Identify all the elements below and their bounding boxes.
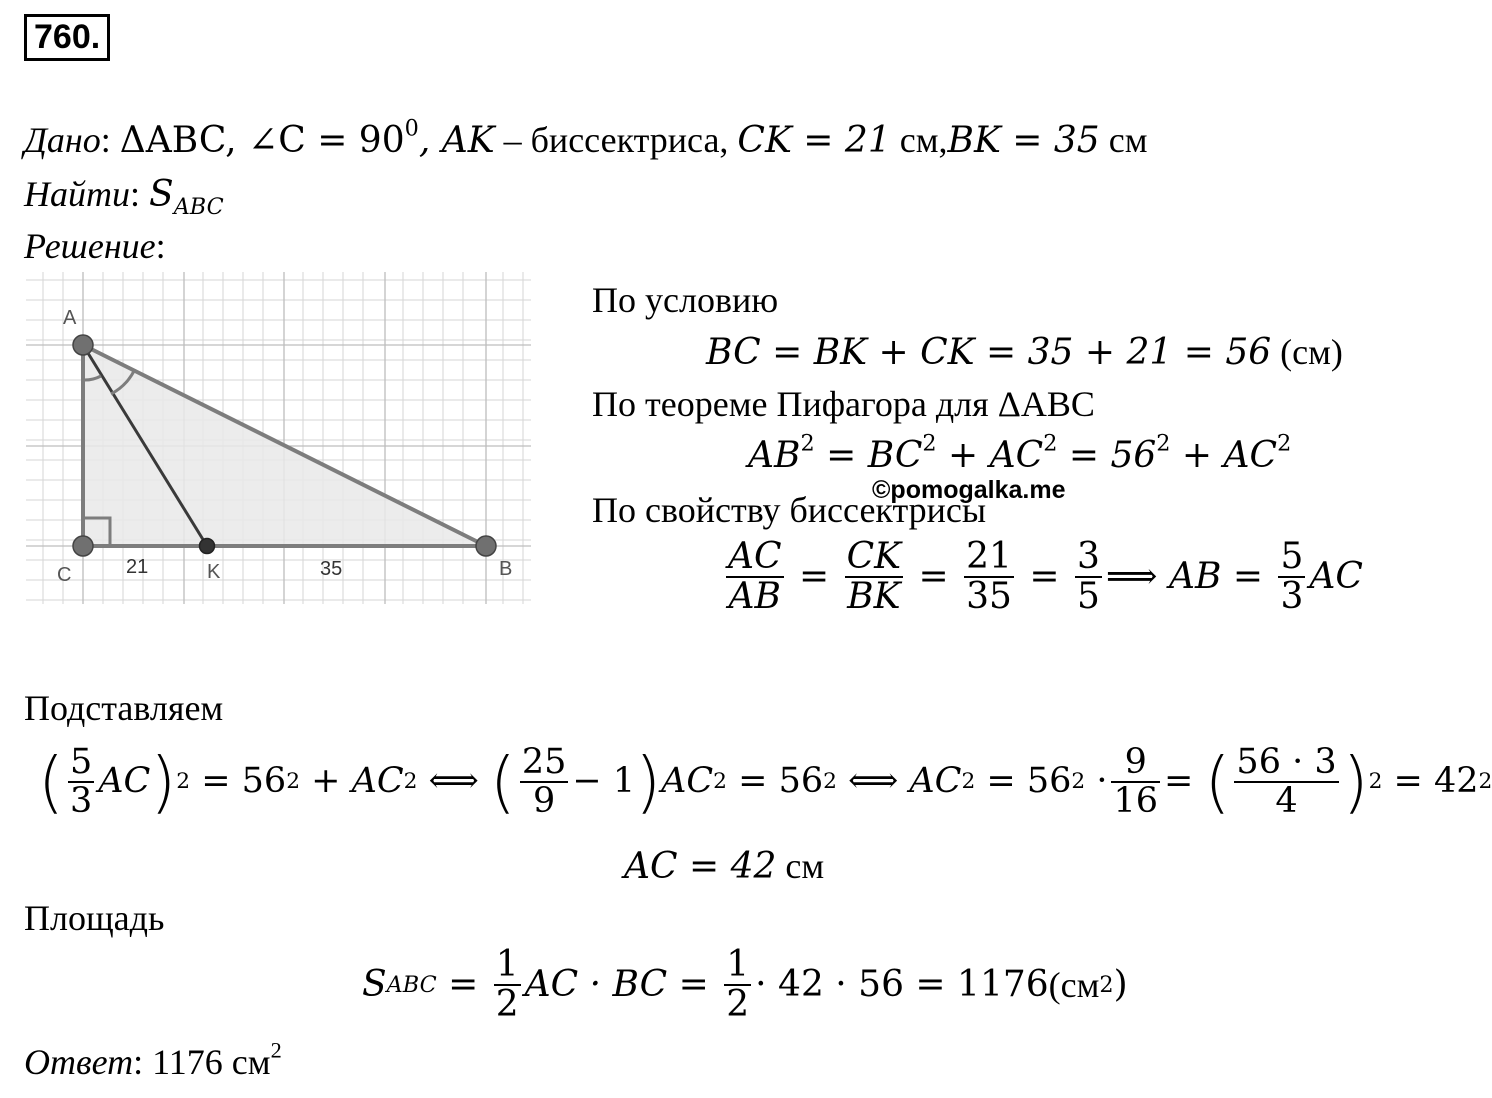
area-half-1: $\frac{1}{2}$ bbox=[495, 944, 519, 1025]
frac-5-3: $\frac{5}{3}$ bbox=[1280, 536, 1304, 617]
bis-heading: По свойству биссектрисы bbox=[592, 490, 987, 530]
find-value: S bbox=[149, 174, 174, 215]
frac-ac-ab: $\frac{AC}{AB}$ bbox=[728, 536, 782, 617]
pyth-ac: AC bbox=[989, 435, 1044, 476]
label-a: A bbox=[63, 307, 77, 329]
triangle-figure bbox=[26, 272, 531, 604]
given-unit2: см bbox=[1099, 120, 1148, 160]
answer-line: Ответ: 1176 $см^2$ bbox=[24, 1037, 282, 1082]
cond-eq-text: BC = BK + CK = 35 + 21 = 56 bbox=[706, 332, 1272, 373]
given-unit1: см, bbox=[890, 120, 948, 160]
pyth-sq5: 2 bbox=[1277, 430, 1292, 457]
subst-frac-9-16: $\frac{9}{16}$ bbox=[1113, 742, 1159, 821]
watermark: ©pomogalka.me bbox=[872, 476, 1066, 504]
subst-frac-56-3-4: $\frac{56 \cdot 3}{4}$ bbox=[1236, 742, 1337, 821]
iff-symbol-2: ⟺ bbox=[848, 761, 899, 802]
pyth-sq1: 2 bbox=[800, 430, 815, 457]
given-triangle: ΔABC, ∠C = 90 bbox=[119, 120, 405, 161]
cond-unit: (см) bbox=[1271, 332, 1343, 372]
pyth-equation: $AB^2 = BC^2 + AC^2 = 56^2 + AC^2$ bbox=[748, 430, 1292, 476]
bis-ac: AC bbox=[1309, 555, 1363, 597]
label-k: K bbox=[207, 561, 221, 583]
area-mid: AC · BC = bbox=[524, 963, 709, 1005]
label-c: C bbox=[57, 564, 72, 586]
area-close: ) bbox=[1113, 963, 1128, 1005]
cond-heading: По условию bbox=[592, 280, 779, 320]
given-ck: CK = 21 bbox=[737, 120, 891, 161]
ac-result-eq: AC = 42 bbox=[624, 846, 777, 887]
subst-frac-25-9: $\frac{25}{9}$ bbox=[521, 742, 567, 821]
label-ck-length: 21 bbox=[126, 556, 149, 578]
ac-result-unit: см bbox=[776, 846, 825, 886]
frac-3-5: $\frac{3}{5}$ bbox=[1077, 536, 1100, 617]
answer-label: Ответ bbox=[24, 1042, 134, 1082]
subst-frac-5-3: $\frac{5}{3}$ bbox=[69, 742, 93, 821]
given-bk: BK = 35 bbox=[947, 120, 1100, 161]
pyth-ab: AB bbox=[748, 435, 801, 476]
find-label: Найти bbox=[24, 174, 130, 214]
point-c bbox=[73, 536, 93, 556]
iff-symbol-1: ⟺ bbox=[428, 761, 479, 802]
pyth-heading: По теореме Пифагора для ΔABC bbox=[592, 384, 1095, 424]
area-equation: S ABC = $\frac{1}{2}$ AC · BC = $\frac{1}{2}$ · 42 · 56 = 1176 (см 2 ) bbox=[362, 944, 1128, 1025]
label-b: B bbox=[499, 558, 513, 580]
find-line: Найти: $S_{ABC}$ bbox=[24, 174, 224, 220]
subst-minus-one: − 1 bbox=[572, 761, 636, 802]
point-a bbox=[73, 335, 93, 355]
given-line: Дано: ΔABC, ∠C = $90^0$, AK – биссектриса, CK = 21 см,BK = 35 см bbox=[24, 115, 1148, 161]
point-b bbox=[476, 536, 496, 556]
label-kb-length: 35 bbox=[320, 558, 343, 580]
implies-symbol: ⟹ bbox=[1105, 555, 1158, 597]
pyth-56: 56 bbox=[1110, 435, 1157, 476]
subst-equation: ( $\frac{5}{3}$ AC ) 2 = 56 2 + AC 2 ⟺ ( $\frac{25}{9}$ − 1 ) AC 2 = 56 2 ⟺ AC 2 = 56 2 · $\frac{9}{16}$ = ( $\frac{56 \cdot 3}{4}$ ) 2 = 42 2 bbox=[38, 742, 1492, 821]
find-sub: ABC bbox=[173, 193, 224, 220]
degree-sup: 0 bbox=[404, 115, 419, 142]
cond-equation bbox=[706, 334, 1343, 371]
area-heading: Площадь bbox=[24, 898, 165, 938]
given-ak: , AK bbox=[418, 120, 495, 161]
pyth-sq2: 2 bbox=[922, 430, 937, 457]
answer-value: 1176 см bbox=[152, 1042, 271, 1082]
pyth-sq4: 2 bbox=[1156, 430, 1171, 457]
area-unit: (см bbox=[1048, 964, 1100, 1005]
frac-ck-bk: $\frac{CK}{BK}$ bbox=[846, 536, 902, 617]
answer-sup: 2 bbox=[270, 1037, 282, 1063]
given-bisector-word: – биссектриса, bbox=[494, 120, 738, 160]
ac-result bbox=[624, 848, 824, 885]
area-tail: · 42 · 56 = 1176 bbox=[755, 963, 1049, 1005]
subst-heading: Подставляем bbox=[24, 688, 224, 728]
problem-number: 760. bbox=[24, 14, 110, 61]
pyth-ac-2: AC bbox=[1223, 435, 1278, 476]
pyth-sq3: 2 bbox=[1043, 430, 1058, 457]
bis-equation: $\frac{AC}{AB}$ = $\frac{CK}{BK}$ = $\frac{21}{35}$ = $\frac{3}{5}$ ⟹ AB = $\frac{5}{3}$ AC bbox=[728, 536, 1363, 617]
frac-21-35: $\frac{21}{35}$ bbox=[966, 536, 1012, 617]
bis-ab: AB bbox=[1168, 555, 1222, 597]
pyth-bc: BC bbox=[867, 435, 923, 476]
point-k bbox=[200, 539, 215, 554]
solution-label-line: Решение: bbox=[24, 226, 166, 266]
solution-label: Решение bbox=[24, 226, 156, 266]
area-half-2: $\frac{1}{2}$ bbox=[726, 944, 750, 1025]
area-s: S bbox=[362, 963, 387, 1005]
subst-42: 42 bbox=[1433, 761, 1479, 802]
given-label: Дано bbox=[24, 120, 101, 160]
subst-56-a: 56 bbox=[241, 761, 287, 802]
subst-ac: AC bbox=[98, 761, 151, 802]
